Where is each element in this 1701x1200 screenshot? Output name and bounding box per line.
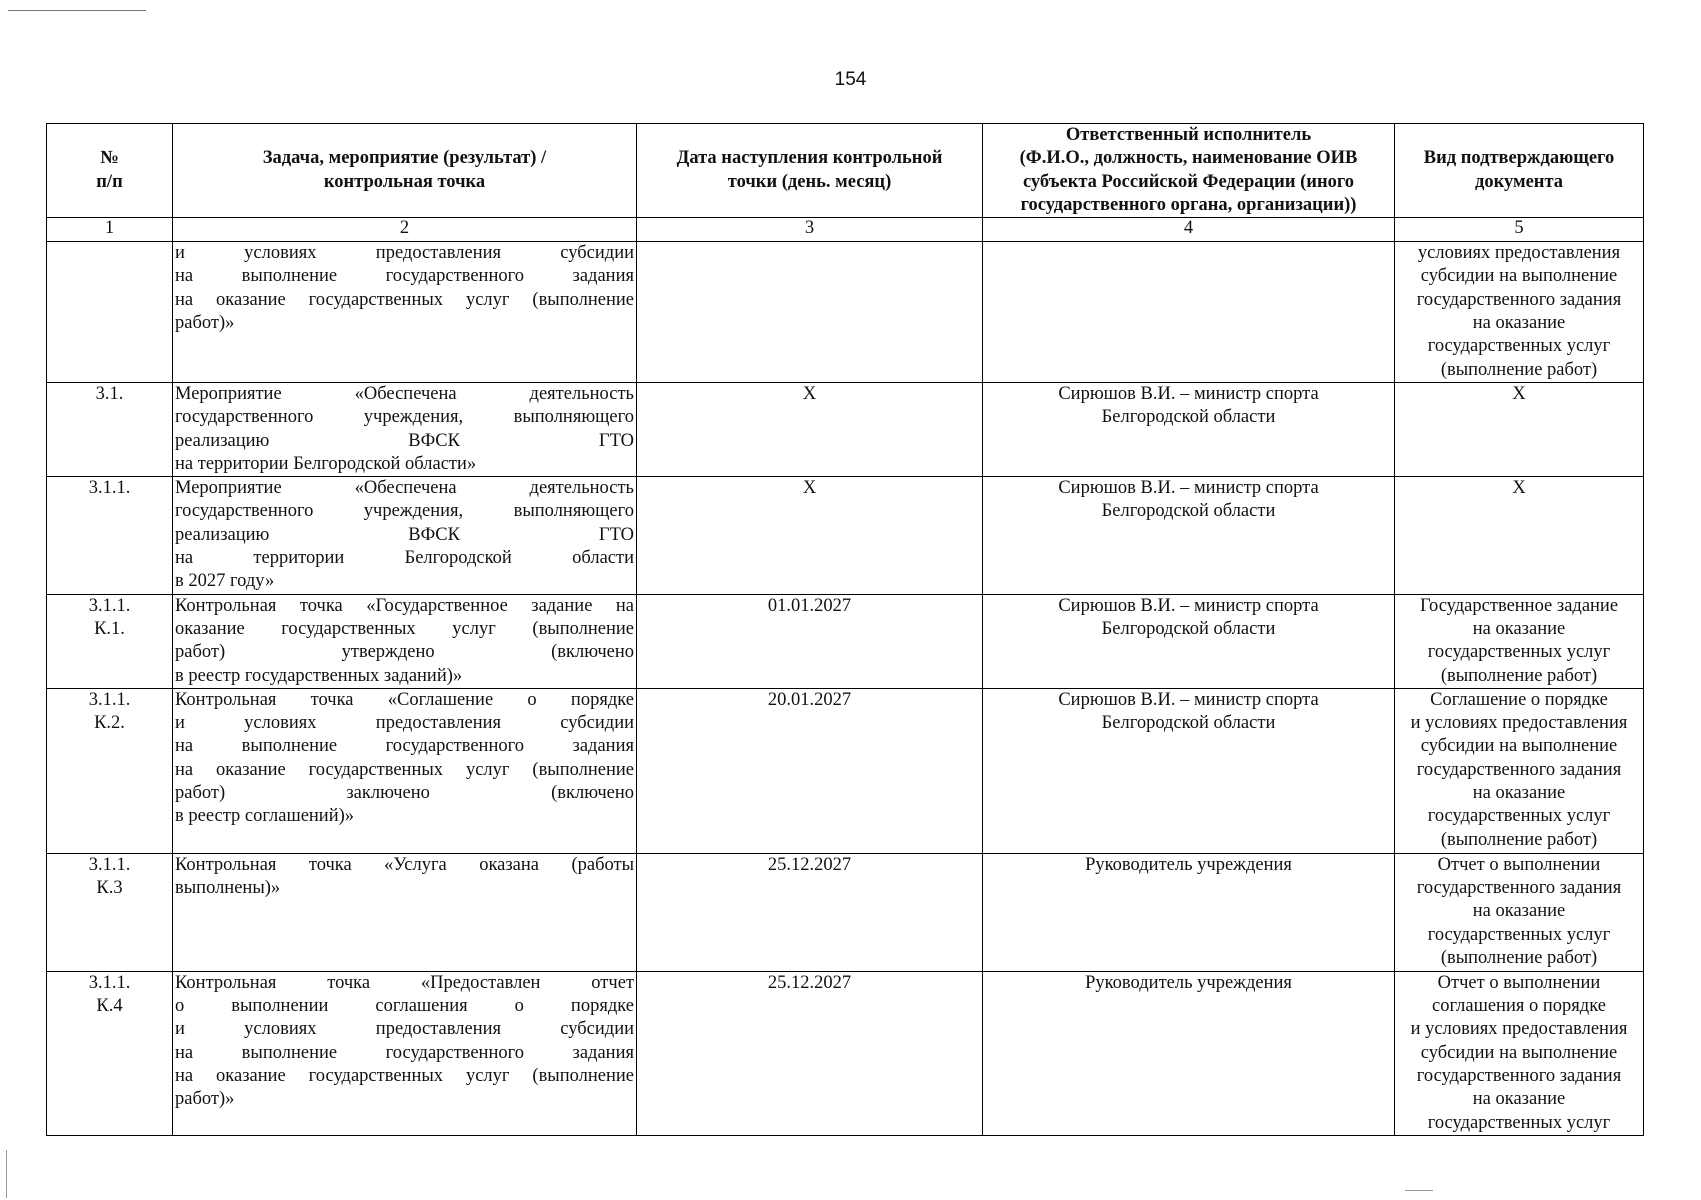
cell-document <box>1395 688 1644 853</box>
column-number: 1 <box>47 218 173 242</box>
cell-responsible <box>983 688 1395 853</box>
cell-task <box>173 382 637 476</box>
cell-line: Белгородской области <box>1101 501 1276 522</box>
cell-line: соглашения о порядке <box>1432 996 1606 1017</box>
header-line: Вид подтверждающего <box>1423 148 1615 169</box>
cell-line: условиях предоставления <box>1417 243 1621 264</box>
cell-line: (выполнение работ) <box>1440 359 1598 380</box>
header-line: точки (день. месяц) <box>727 171 892 192</box>
cell-document <box>1395 242 1644 383</box>
cell-line: государственного задания <box>1416 1066 1622 1087</box>
table-row <box>47 242 1644 383</box>
cell-line: Контрольная точка «Государственное задание на <box>175 595 634 616</box>
cell-number <box>47 853 173 971</box>
column-number: 5 <box>1395 218 1644 242</box>
cell-line: Руководитель учреждения <box>1085 972 1292 993</box>
cell-line: 25.12.2027 <box>767 854 852 875</box>
cell-line: на территории Белгородской области <box>175 548 634 569</box>
cell-line: и условиях предоставления <box>1410 1019 1628 1040</box>
cell-line: 3.1. <box>95 383 124 404</box>
cell-number <box>47 688 173 853</box>
cell-line: Х <box>802 383 817 404</box>
cell-date <box>637 594 983 688</box>
cell-line: Контрольная точка «Услуга оказана (работы <box>175 854 634 875</box>
cell-line: 25.12.2027 <box>767 972 852 993</box>
cell-line: в 2027 году» <box>175 571 275 592</box>
column-number: 2 <box>173 218 637 242</box>
cell-line: Мероприятие «Обеспечена деятельность <box>175 478 634 499</box>
cell-line: работ)» <box>175 1089 235 1110</box>
cell-line: работ)» <box>175 313 235 334</box>
cell-line: государственного задания <box>1416 878 1622 899</box>
cell-line: Сирюшов В.И. – министр спорта <box>1058 478 1319 499</box>
cell-task <box>173 853 637 971</box>
cell-line: (выполнение работ) <box>1440 665 1598 686</box>
cell-responsible <box>983 477 1395 594</box>
cell-line: Х <box>1512 478 1526 499</box>
cell-responsible <box>983 853 1395 971</box>
header-document <box>1395 124 1644 218</box>
table-row <box>47 382 1644 476</box>
header-line: Задача, мероприятие (результат) / <box>262 148 547 169</box>
cell-date <box>637 688 983 853</box>
cell-line: Контрольная точка «Предоставлен отчет <box>175 972 634 993</box>
cell-line: на выполнение государственного задания <box>175 736 634 757</box>
cell-line: К.2. <box>94 713 125 734</box>
cell-date <box>637 242 983 383</box>
cell-line: государственных услуг <box>1427 1112 1611 1133</box>
cell-task <box>173 477 637 594</box>
cell-document <box>1395 971 1644 1135</box>
cell-line: государственного учреждения, выполняющего <box>175 407 634 428</box>
cell-date <box>637 382 983 476</box>
cell-line: на выполнение государственного задания <box>175 266 634 287</box>
header-line: № <box>100 148 119 169</box>
scan-artifact-left-mark <box>6 1150 7 1198</box>
cell-date <box>637 971 983 1135</box>
cell-line: Соглашение о порядке <box>1430 689 1608 710</box>
cell-line: К.4 <box>96 996 123 1017</box>
cell-line: государственных услуг <box>1427 642 1611 663</box>
header-line: документа <box>1474 171 1564 192</box>
header-line: Ответственный исполнитель <box>1065 125 1312 145</box>
cell-line: субсидии на выполнение <box>1420 266 1618 287</box>
control-points-table <box>46 123 1644 1136</box>
cell-line: К.3 <box>96 878 123 899</box>
cell-line: реализацию ВФСК ГТО <box>175 524 634 545</box>
cell-line: Отчет о выполнении <box>1437 854 1601 875</box>
cell-number <box>47 971 173 1135</box>
cell-line: государственного задания <box>1416 289 1622 310</box>
cell-line: работ) утверждено (включено <box>175 642 634 663</box>
table-row <box>47 688 1644 853</box>
cell-task <box>173 688 637 853</box>
column-number: 3 <box>637 218 983 242</box>
cell-date <box>637 477 983 594</box>
header-line: Дата наступления контрольной <box>676 148 943 169</box>
cell-responsible <box>983 382 1395 476</box>
scan-artifact-top-line <box>8 10 146 11</box>
cell-line: 3.1.1. <box>88 972 131 993</box>
cell-line: на оказание <box>1472 901 1566 922</box>
cell-line: Контрольная точка «Соглашение о порядке <box>175 689 634 710</box>
cell-line: (выполнение работ) <box>1440 829 1598 850</box>
header-responsible <box>983 124 1395 218</box>
header-line: субъекта Российской Федерации (иного <box>1022 171 1355 192</box>
cell-line: Отчет о выполнении <box>1437 972 1601 993</box>
cell-line: 01.01.2027 <box>767 595 852 616</box>
cell-line: и условиях предоставления субсидии <box>175 1019 634 1040</box>
cell-line: Сирюшов В.И. – министр спорта <box>1058 595 1319 616</box>
cell-line: 3.1.1. <box>88 595 131 616</box>
cell-line: Руководитель учреждения <box>1085 854 1292 875</box>
cell-line: Х <box>1512 383 1526 404</box>
cell-line: на оказание <box>1472 783 1566 804</box>
cell-number <box>47 594 173 688</box>
cell-line: на оказание <box>1472 618 1566 639</box>
column-number: 4 <box>983 218 1395 242</box>
cell-document <box>1395 594 1644 688</box>
table-row <box>47 853 1644 971</box>
page-number: 154 <box>834 69 867 90</box>
header-date <box>637 124 983 218</box>
cell-responsible <box>983 971 1395 1135</box>
header-line: п/п <box>96 171 123 192</box>
cell-line: 3.1.1. <box>88 478 131 499</box>
cell-task <box>173 242 637 383</box>
cell-document <box>1395 477 1644 594</box>
cell-line: 20.01.2027 <box>767 689 852 710</box>
table-body <box>47 242 1644 1136</box>
cell-responsible <box>983 594 1395 688</box>
cell-line: оказание государственных услуг (выполнение <box>175 618 634 639</box>
table-row <box>47 477 1644 594</box>
cell-line: реализацию ВФСК ГТО <box>175 430 634 451</box>
table-row <box>47 971 1644 1135</box>
cell-line: на оказание государственных услуг (выполнение <box>175 759 634 780</box>
cell-line: о выполнении соглашения о порядке <box>175 996 634 1017</box>
cell-line: государственных услуг <box>1427 336 1611 357</box>
cell-line: Х <box>802 478 817 499</box>
cell-line: Белгородской области <box>1101 713 1276 734</box>
table-row <box>47 594 1644 688</box>
cell-line: 3.1.1. <box>88 689 131 710</box>
cell-number <box>47 477 173 594</box>
header-task <box>173 124 637 218</box>
column-number-row <box>47 218 1644 242</box>
cell-line: выполнены)» <box>175 878 281 899</box>
header-line: государственного органа, организации)) <box>1020 194 1357 215</box>
cell-line: Государственное задание <box>1419 595 1619 616</box>
cell-line: 3.1.1. <box>88 854 131 875</box>
cell-task <box>173 594 637 688</box>
cell-line: и условиях предоставления субсидии <box>175 243 634 264</box>
cell-line: Белгородской области <box>1101 618 1276 639</box>
cell-number <box>47 242 173 383</box>
cell-line: и условиях предоставления субсидии <box>175 713 634 734</box>
header-number <box>47 124 173 218</box>
cell-line: на оказание государственных услуг (выполнение <box>175 289 634 310</box>
table-header-row <box>47 124 1644 218</box>
cell-document <box>1395 853 1644 971</box>
cell-number <box>47 382 173 476</box>
header-line: (Ф.И.О., должность, наименование ОИВ <box>1019 148 1358 169</box>
cell-line: на выполнение государственного задания <box>175 1042 634 1063</box>
cell-line: на оказание <box>1472 313 1566 334</box>
scan-artifact-bottom-mark <box>1405 1190 1433 1191</box>
cell-line: Сирюшов В.И. – министр спорта <box>1058 689 1319 710</box>
cell-line: на оказание государственных услуг (выполнение <box>175 1066 634 1087</box>
cell-line: государственных услуг <box>1427 924 1611 945</box>
cell-line: в реестр соглашений)» <box>175 806 355 827</box>
cell-line: субсидии на выполнение <box>1420 736 1618 757</box>
cell-line: Мероприятие «Обеспечена деятельность <box>175 383 634 404</box>
cell-line: К.1. <box>94 618 125 639</box>
cell-line: работ) заключено (включено <box>175 783 634 804</box>
cell-line: государственного задания <box>1416 759 1622 780</box>
cell-line: Белгородской области <box>1101 407 1276 428</box>
cell-document <box>1395 382 1644 476</box>
cell-date <box>637 853 983 971</box>
cell-line: государственных услуг <box>1427 806 1611 827</box>
cell-line: на оказание <box>1472 1089 1566 1110</box>
header-line: контрольная точка <box>323 171 486 192</box>
cell-line: субсидии на выполнение <box>1420 1042 1618 1063</box>
cell-task <box>173 971 637 1135</box>
cell-line: Сирюшов В.И. – министр спорта <box>1058 383 1319 404</box>
cell-line: (выполнение работ) <box>1440 948 1598 969</box>
cell-line: в реестр государственных заданий)» <box>175 665 463 686</box>
cell-line: государственного учреждения, выполняющего <box>175 501 634 522</box>
cell-responsible <box>983 242 1395 383</box>
cell-line: и условиях предоставления <box>1410 713 1628 734</box>
cell-line: на территории Белгородской области» <box>175 453 477 474</box>
